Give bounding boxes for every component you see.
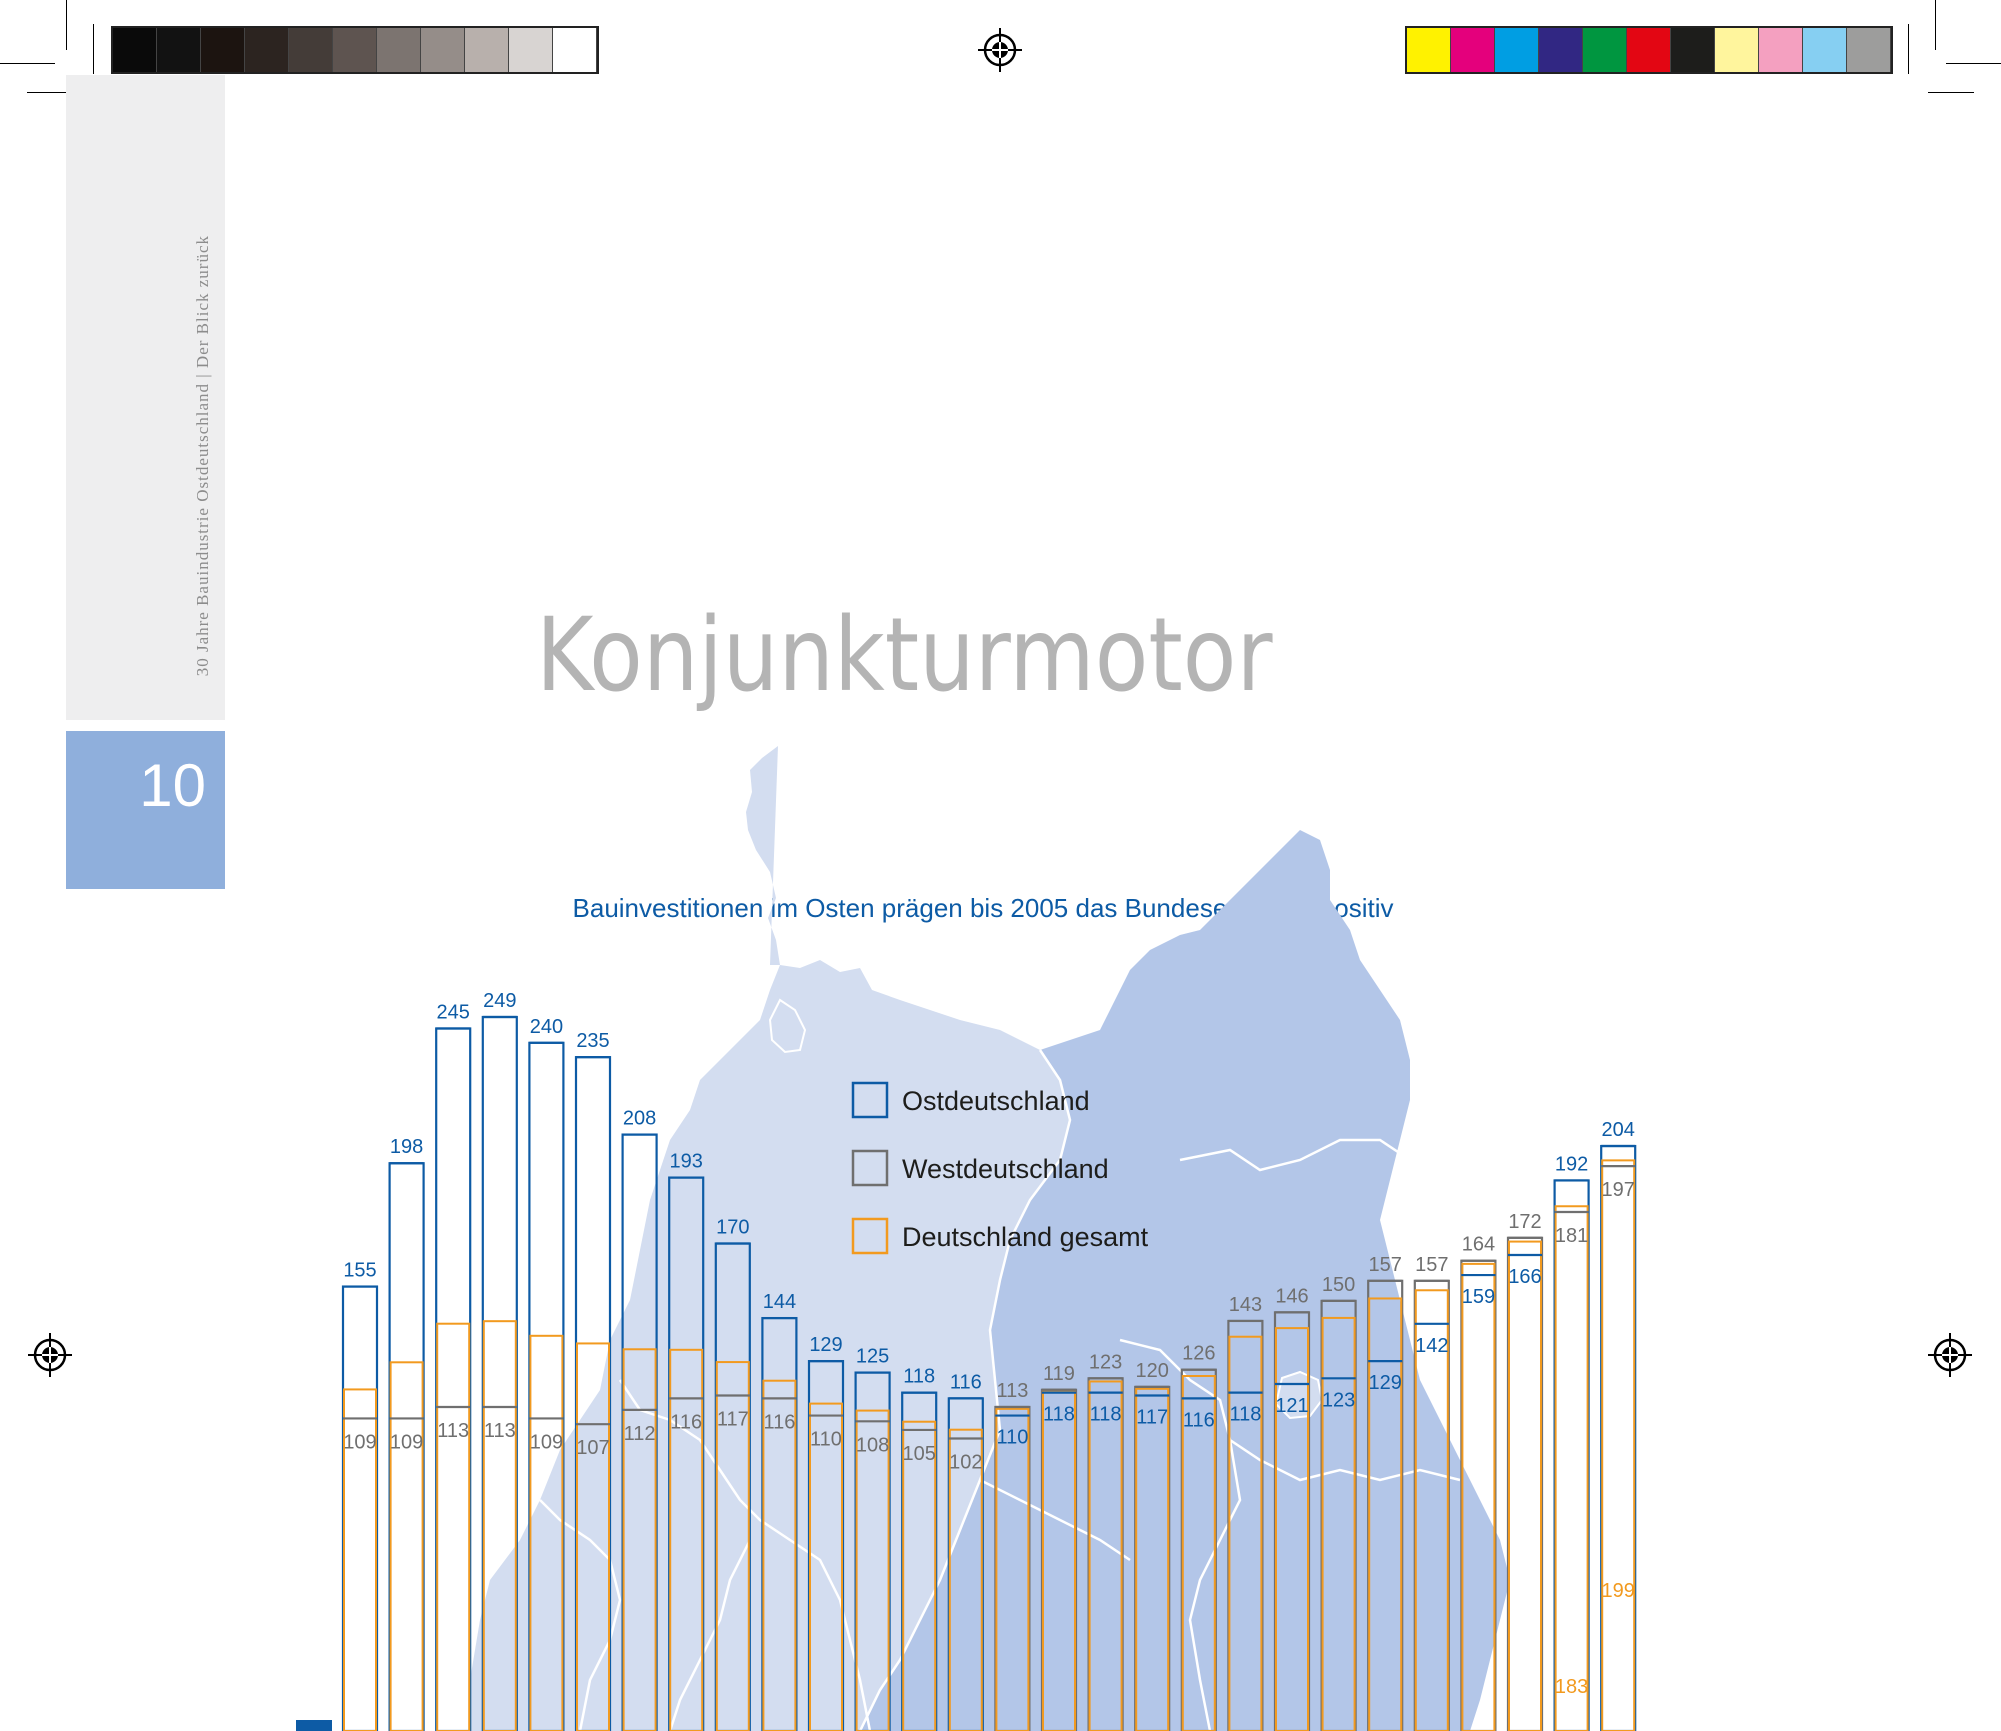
data-label-ost: 193 [669,1150,703,1173]
bar-deutschland-gesamt [1509,1242,1541,1731]
data-label-ost: 155 [343,1259,377,1282]
data-label-west: 113 [996,1379,1029,1402]
data-label-ost: 125 [855,1345,890,1368]
data-label-ost: 129 [1368,1372,1402,1395]
registration-mark-icon [1928,1333,1972,1377]
data-label-west: 112 [623,1422,656,1445]
data-label-ost: 240 [529,1015,564,1038]
data-label-west: 143 [1228,1293,1263,1316]
data-label-ost: 116 [949,1371,982,1394]
data-label-west: 113 [437,1419,470,1442]
data-label-west: 150 [1321,1273,1356,1296]
data-label-west: 157 [1368,1253,1402,1276]
data-label-west: 116 [763,1411,796,1434]
data-label-west: 164 [1461,1233,1496,1256]
data-label-ost: 170 [716,1216,750,1239]
data-label-ost: 249 [483,990,517,1012]
chart-title: Bauinvestitionen im Osten prägen bis 2005 das Bundesergebnis positiv [572,893,1394,923]
data-label-west: 117 [716,1408,749,1431]
data-label-west: 197 [1601,1179,1635,1202]
bar-deutschland-gesamt [1602,1160,1634,1731]
data-label-ost: 159 [1461,1286,1496,1309]
legend-label: Deutschland gesamt [902,1222,1149,1252]
data-label-ost: 129 [809,1334,843,1357]
page-number: 10 [139,752,206,819]
data-label-west: 120 [1135,1359,1169,1382]
page-heading: Konjunkturmotor [536,596,1273,715]
data-label-ost: 123 [1321,1389,1356,1412]
bar-outline [343,1287,377,1731]
data-label-ost: 116 [1182,1409,1215,1432]
running-title: 30 Jahre Bauindustrie Ostdeutschland | Der Blick zurück [193,235,212,677]
data-label-ost: 192 [1554,1153,1589,1176]
data-label-ost: 166 [1508,1266,1542,1288]
data-label-west: 116 [670,1411,703,1434]
data-label-west: 107 [576,1437,610,1460]
data-label-ost: 118 [903,1365,936,1388]
data-label-west: 113 [483,1419,516,1442]
legend-label: Ostdeutschland [902,1086,1090,1116]
data-label-ost: 110 [996,1426,1029,1449]
data-label-ost: 121 [1275,1395,1309,1418]
data-label-ost: 117 [1136,1406,1169,1429]
bar-outline [1508,1238,1542,1731]
legend-label: Westdeutschland [902,1154,1109,1184]
data-label-ost: 198 [389,1136,424,1159]
data-label-west: 181 [1554,1224,1589,1247]
data-label-gesamt: 183 [1554,1676,1589,1698]
data-label-ost: 118 [1229,1403,1262,1426]
bar-deutschland-gesamt [437,1324,469,1731]
data-label-ost: 118 [1089,1403,1122,1426]
data-label-ost: 142 [1415,1334,1449,1357]
bar-outline [1555,1180,1589,1731]
bar-deutschland-gesamt [1556,1206,1588,1731]
data-label-ost: 144 [762,1291,797,1314]
registration-mark-icon [28,1333,72,1377]
data-label-west: 126 [1182,1342,1216,1365]
data-label-west: 123 [1088,1351,1123,1374]
registration-mark-icon [978,28,1022,72]
data-label-west: 108 [855,1434,890,1457]
data-label-gesamt: 199 [1601,1580,1635,1602]
data-label-west: 109 [343,1431,377,1454]
data-label-west: 102 [949,1451,983,1474]
corner-accent [296,1720,332,1731]
data-label-ost: 235 [576,1030,610,1053]
data-label-west: 109 [389,1431,424,1454]
bar-outline [436,1028,470,1731]
data-label-ost: 245 [436,1001,470,1024]
data-label-west: 172 [1508,1210,1542,1233]
data-label-ost: 118 [1043,1403,1075,1426]
data-label-west: 119 [1043,1362,1075,1385]
data-label-west: 157 [1415,1253,1449,1276]
data-label-ost: 204 [1601,1119,1635,1142]
data-label-west: 105 [902,1442,936,1465]
data-label-west: 146 [1275,1285,1309,1308]
bar-outline [1601,1146,1635,1731]
data-label-west: 109 [529,1431,564,1454]
data-label-ost: 208 [622,1107,657,1130]
data-label-west: 110 [810,1428,842,1451]
